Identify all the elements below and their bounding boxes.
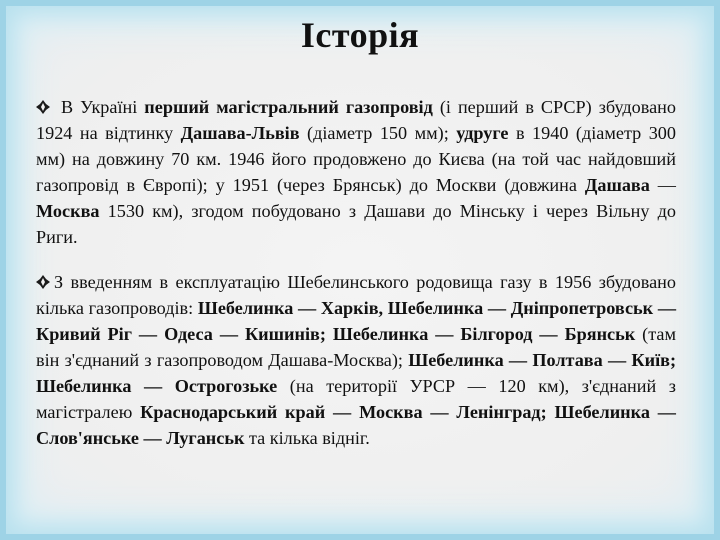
p2-text-3: (на території УРСР — 120 км), з'єднаний з магістралею <box>36 376 676 422</box>
p1-bold-5: Москва <box>36 201 100 221</box>
p2-text-1: З введенням в експлуатацію Шебелинського родовища газу в 1956 збудовано кілька газопроводів: <box>36 272 676 318</box>
history-paragraph-1 <box>36 94 676 250</box>
p1-bold-3: удруге <box>456 123 509 143</box>
p1-bold-4: Дашава <box>584 175 650 195</box>
p1-bold-2: Дашава-Львів <box>180 123 300 143</box>
p2-bold-3: Краснодарський край — Москва — Ленінград; Шебелинка — Слов'янське — Луганськ <box>36 402 676 448</box>
p2-bold-1: Шебелинка — Харків, Шебелинка — Дніпропетровськ — Кривий Ріг — Одеса — Кишинів; Шебелинка — Білгород — Брянськ <box>36 298 677 344</box>
p1-text-1: В Україні <box>54 97 145 117</box>
p2-bold-2: Шебелинка — Полтава — Київ; Шебелинка — Острогозьке <box>36 350 676 396</box>
p1-text-2: (і перший в СРСР) збудовано 1924 на відтинку <box>36 97 676 143</box>
diamond-bullet-icon <box>36 275 50 289</box>
slide-title: Історія <box>300 15 420 55</box>
p1-text-6: 1530 км), згодом побудовано з Дашави до Мінську і через Вільну до Риги. <box>36 201 676 247</box>
history-paragraph-2 <box>36 269 676 451</box>
p1-text-4: в 1940 (діаметр 300 мм) на довжину 70 км. 1946 його продовжено до Києва (на той час найдовший газопровід в Європі); у 1951 (через Брянськ) до Москви (довжина <box>36 123 676 195</box>
p2-text-4: та кілька віднiг. <box>244 428 370 448</box>
p2-text-2: (там він з'єднаний з газопроводом Дашава-Москва); <box>36 324 676 370</box>
p1-text-5: — <box>649 175 676 195</box>
diamond-bullet-icon <box>36 100 50 114</box>
p1-text-3: (діаметр 150 мм); <box>299 123 457 143</box>
p1-bold-1: перший магістральний газопровід <box>144 97 433 117</box>
